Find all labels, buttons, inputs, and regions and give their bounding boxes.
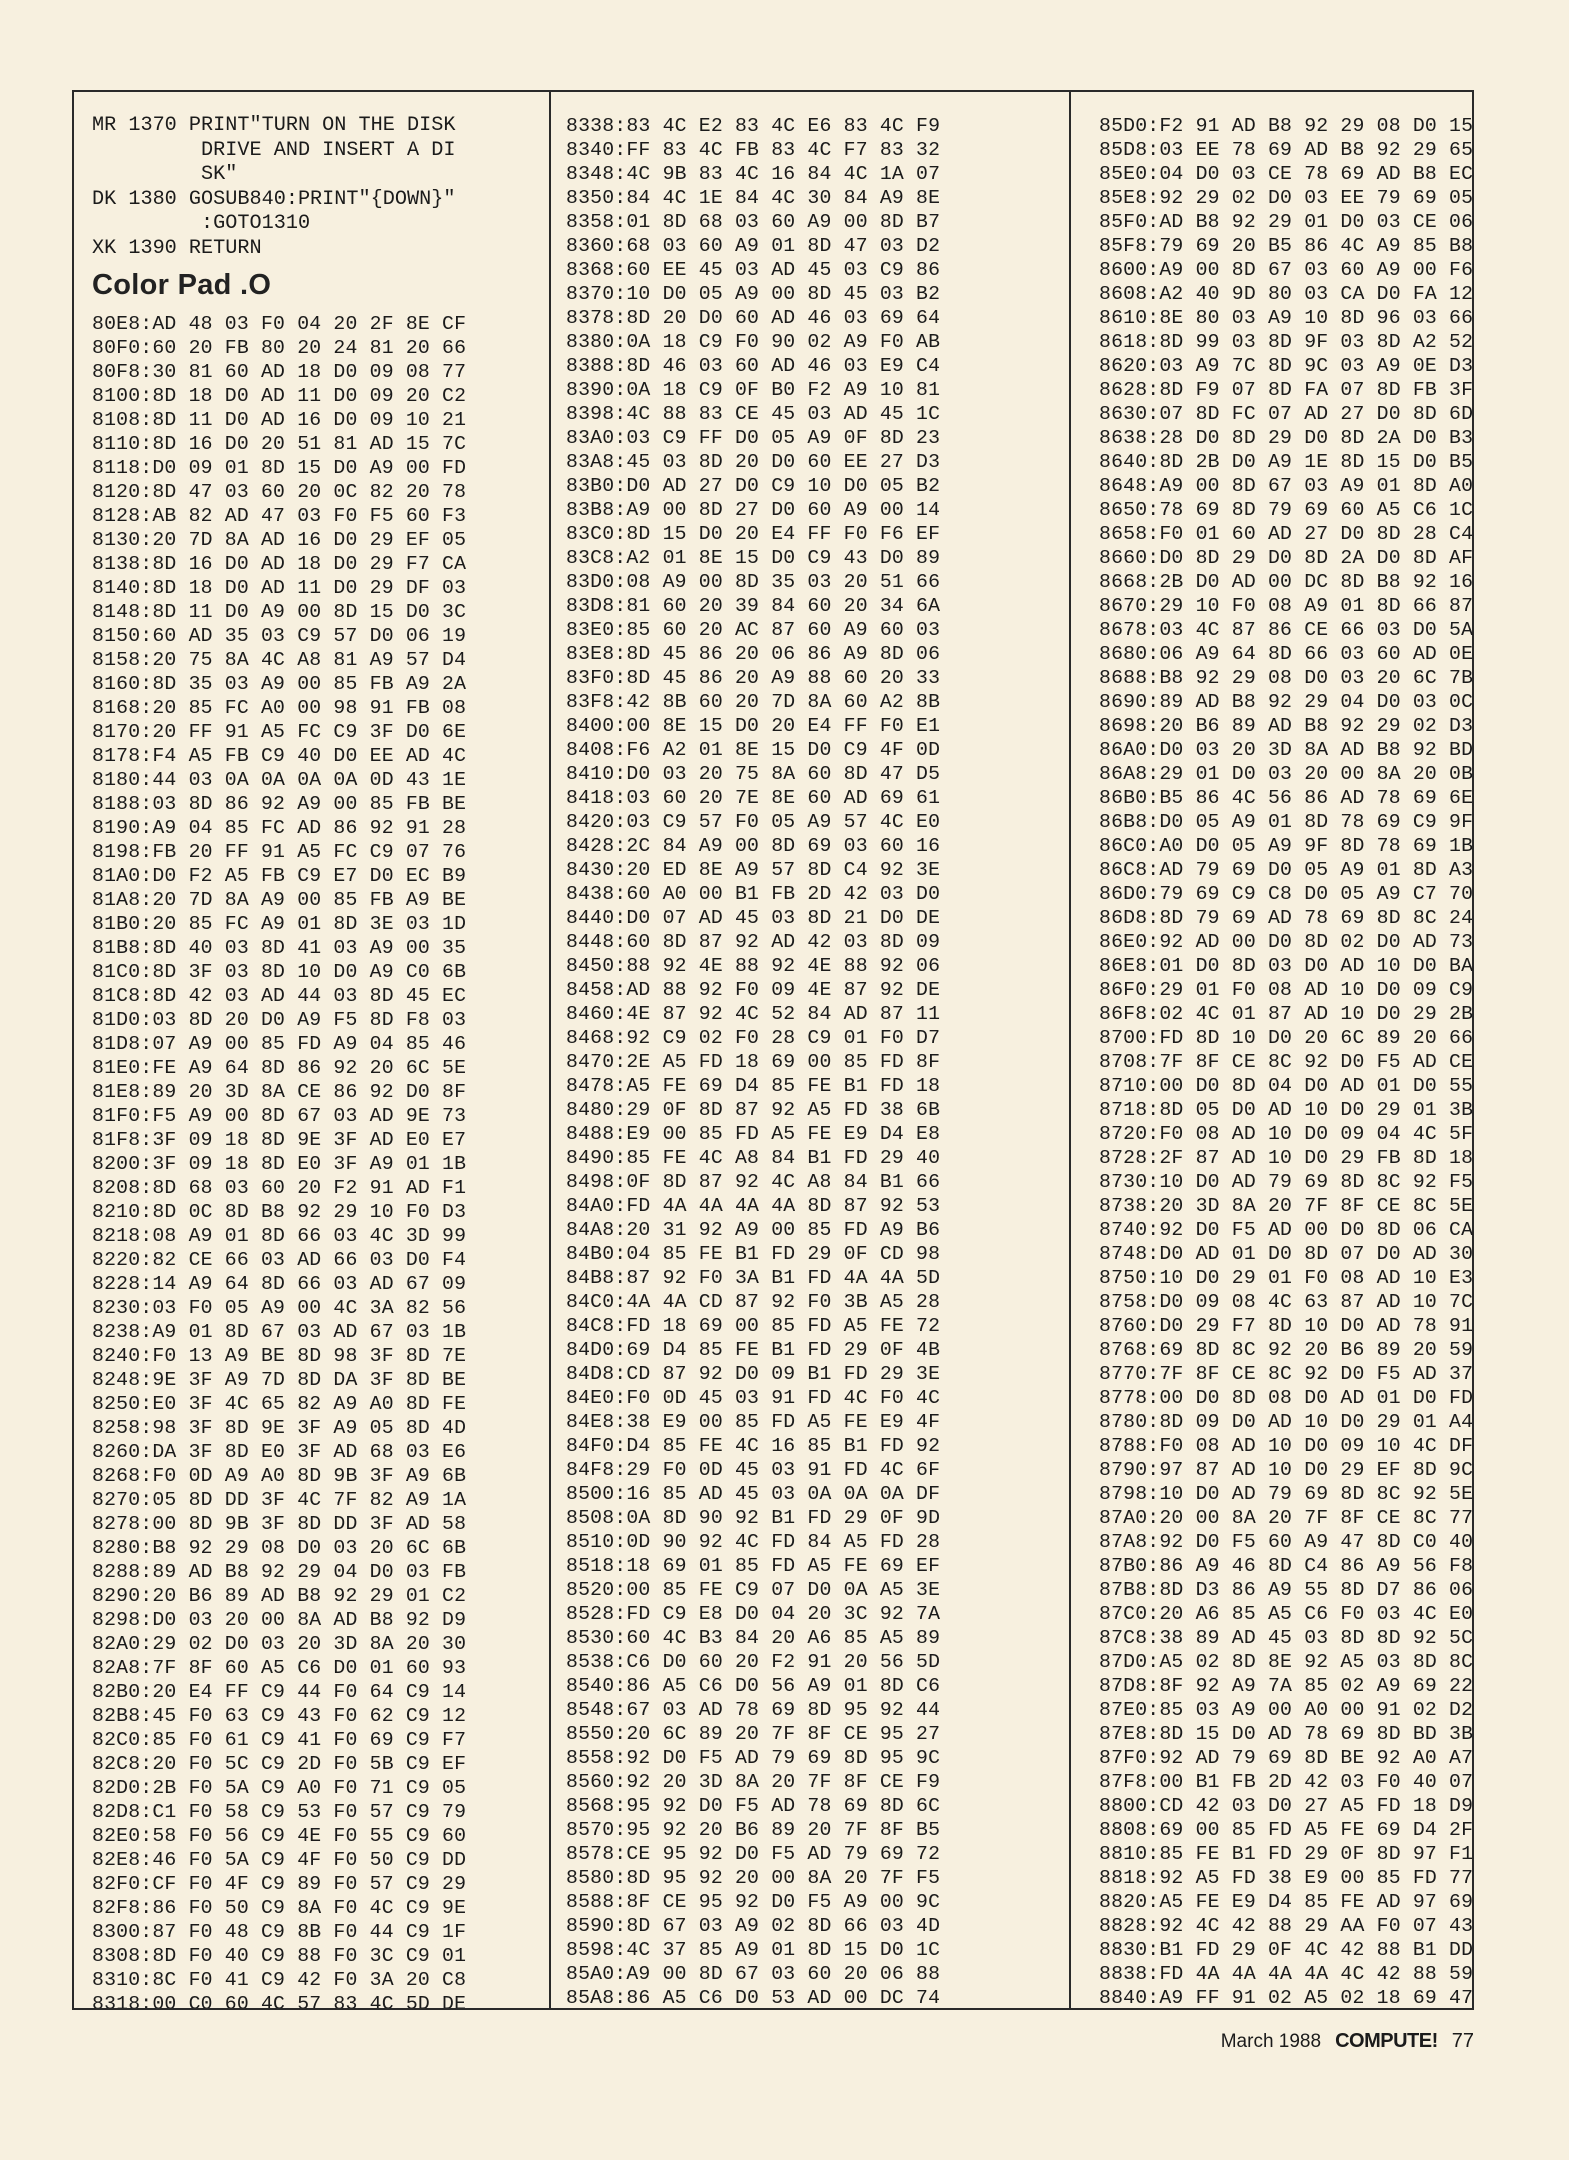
hex-line: 8828:92 4C 42 88 29 AA F0 07 43 <box>1099 1915 1474 1937</box>
basic-line: XK 1390 RETURN <box>92 236 262 260</box>
hex-line: 8540:86 A5 C6 D0 56 A9 01 8D C6 <box>566 1675 941 1697</box>
hex-line: 8788:F0 08 AD 10 D0 09 10 4C DF <box>1099 1435 1474 1457</box>
hex-line: 8130:20 7D 8A AD 16 D0 29 EF 05 <box>92 528 467 551</box>
hex-line: 8348:4C 9B 83 4C 16 84 4C 1A 07 <box>566 163 941 185</box>
page-footer <box>1221 2030 1474 2053</box>
hex-line: 8778:00 D0 8D 08 D0 AD 01 D0 FD <box>1099 1387 1474 1409</box>
hex-line: 87D8:8F 92 A9 7A 85 02 A9 69 22 <box>1099 1675 1474 1697</box>
hex-line: 82B8:45 F0 63 C9 43 F0 62 C9 12 <box>92 1704 467 1727</box>
hex-line: 8260:DA 3F 8D E0 3F AD 68 03 E6 <box>92 1440 467 1463</box>
hex-line: 82E8:46 F0 5A C9 4F F0 50 C9 DD <box>92 1848 467 1871</box>
hex-line: 8630:07 8D FC 07 AD 27 D0 8D 6D <box>1099 403 1474 425</box>
hex-line: 82D0:2B F0 5A C9 A0 F0 71 C9 05 <box>92 1776 467 1799</box>
hex-line: 8700:FD 8D 10 D0 20 6C 89 20 66 <box>1099 1027 1474 1049</box>
hex-line: 8780:8D 09 D0 AD 10 D0 29 01 A4 <box>1099 1411 1474 1433</box>
hex-line: 85E0:04 D0 03 CE 78 69 AD B8 EC <box>1099 163 1474 185</box>
hex-line: 8768:69 8D 8C 92 20 B6 89 20 59 <box>1099 1339 1474 1361</box>
hex-line: 83E0:85 60 20 AC 87 60 A9 60 03 <box>566 619 941 641</box>
hex-line: 8600:A9 00 8D 67 03 60 A9 00 F6 <box>1099 259 1474 281</box>
hex-line: 8488:E9 00 85 FD A5 FE E9 D4 E8 <box>566 1123 941 1145</box>
hex-line: 8800:CD 42 03 D0 27 A5 FD 18 D9 <box>1099 1795 1474 1817</box>
hex-line: 8118:D0 09 01 8D 15 D0 A9 00 FD <box>92 456 467 479</box>
hex-line: 84B8:87 92 F0 3A B1 FD 4A 4A 5D <box>566 1267 941 1289</box>
hex-line: 8428:2C 84 A9 00 8D 69 03 60 16 <box>566 835 941 857</box>
hex-line: 8738:20 3D 8A 20 7F 8F CE 8C 5E <box>1099 1195 1474 1217</box>
hex-line: 8418:03 60 20 7E 8E 60 AD 69 61 <box>566 787 941 809</box>
hex-line: 82F0:CF F0 4F C9 89 F0 57 C9 29 <box>92 1872 467 1895</box>
basic-line: DRIVE AND INSERT A DI <box>92 138 456 162</box>
hex-line: 87E8:8D 15 D0 AD 78 69 8D BD 3B <box>1099 1723 1474 1745</box>
hex-line: 8440:D0 07 AD 45 03 8D 21 D0 DE <box>566 907 941 929</box>
hex-line: 8830:B1 FD 29 0F 4C 42 88 B1 DD <box>1099 1939 1474 1961</box>
hex-line: 82A8:7F 8F 60 A5 C6 D0 01 60 93 <box>92 1656 467 1679</box>
hex-line: 86A8:29 01 D0 03 20 00 8A 20 0B <box>1099 763 1474 785</box>
hex-line: 8708:7F 8F CE 8C 92 D0 F5 AD CE <box>1099 1051 1474 1073</box>
hex-line: 87E0:85 03 A9 00 A0 00 91 02 D2 <box>1099 1699 1474 1721</box>
hex-line: 8258:98 3F 8D 9E 3F A9 05 8D 4D <box>92 1416 467 1439</box>
hex-line: 83C8:A2 01 8E 15 D0 C9 43 D0 89 <box>566 547 941 569</box>
hex-line: 86E0:92 AD 00 D0 8D 02 D0 AD 73 <box>1099 931 1474 953</box>
column-divider <box>549 92 551 2008</box>
hex-line: 8298:D0 03 20 00 8A AD B8 92 D9 <box>92 1608 467 1631</box>
hex-line: 8178:F4 A5 FB C9 40 D0 EE AD 4C <box>92 744 467 767</box>
hex-line: 8358:01 8D 68 03 60 A9 00 8D B7 <box>566 211 941 233</box>
hex-line: 8380:0A 18 C9 F0 90 02 A9 F0 AB <box>566 331 941 353</box>
hex-line: 8498:0F 8D 87 92 4C A8 84 B1 66 <box>566 1171 941 1193</box>
hex-line: 8398:4C 88 83 CE 45 03 AD 45 1C <box>566 403 941 425</box>
hex-line: 8218:08 A9 01 8D 66 03 4C 3D 99 <box>92 1224 467 1247</box>
hex-line: 82E0:58 F0 56 C9 4E F0 55 C9 60 <box>92 1824 467 1847</box>
hex-line: 8750:10 D0 29 01 F0 08 AD 10 E3 <box>1099 1267 1474 1289</box>
hex-line: 8818:92 A5 FD 38 E9 00 85 FD 77 <box>1099 1867 1474 1889</box>
hex-line: 83B0:D0 AD 27 D0 C9 10 D0 05 B2 <box>566 475 941 497</box>
hex-line: 8810:85 FE B1 FD 29 0F 8D 97 F1 <box>1099 1843 1474 1865</box>
hex-line: 8248:9E 3F A9 7D 8D DA 3F 8D BE <box>92 1368 467 1391</box>
hex-line: 84D0:69 D4 85 FE B1 FD 29 0F 4B <box>566 1339 941 1361</box>
hex-line: 87A8:92 D0 F5 60 A9 47 8D C0 40 <box>1099 1531 1474 1553</box>
hex-line: 87D0:A5 02 8D 8E 92 A5 03 8D 8C <box>1099 1651 1474 1673</box>
hex-line: 8520:00 85 FE C9 07 D0 0A A5 3E <box>566 1579 941 1601</box>
hex-line: 83A0:03 C9 FF D0 05 A9 0F 8D 23 <box>566 427 941 449</box>
hex-line: 8280:B8 92 29 08 D0 03 20 6C 6B <box>92 1536 467 1559</box>
hex-line: 8390:0A 18 C9 0F B0 F2 A9 10 81 <box>566 379 941 401</box>
hex-line: 8170:20 FF 91 A5 FC C9 3F D0 6E <box>92 720 467 743</box>
hex-line: 8598:4C 37 85 A9 01 8D 15 D0 1C <box>566 1939 941 1961</box>
hex-line: 80F8:30 81 60 AD 18 D0 09 08 77 <box>92 360 467 383</box>
hex-line: 8690:89 AD B8 92 29 04 D0 03 0C <box>1099 691 1474 713</box>
hex-line: 8770:7F 8F CE 8C 92 D0 F5 AD 37 <box>1099 1363 1474 1385</box>
hex-line: 8460:4E 87 92 4C 52 84 AD 87 11 <box>566 1003 941 1025</box>
hex-line: 85A8:86 A5 C6 D0 53 AD 00 DC 74 <box>566 1987 941 2008</box>
hex-line: 82C8:20 F0 5C C9 2D F0 5B C9 EF <box>92 1752 467 1775</box>
hex-line: 8468:92 C9 02 F0 28 C9 01 F0 D7 <box>566 1027 941 1049</box>
hex-line: 8168:20 85 FC A0 00 98 91 FB 08 <box>92 696 467 719</box>
hex-line: 8110:8D 16 D0 20 51 81 AD 15 7C <box>92 432 467 455</box>
hex-line: 82F8:86 F0 50 C9 8A F0 4C C9 9E <box>92 1896 467 1919</box>
hex-line: 80F0:60 20 FB 80 20 24 81 20 66 <box>92 336 467 359</box>
basic-line: :GOTO1310 <box>92 212 311 236</box>
hex-line: 8368:60 EE 45 03 AD 45 03 C9 86 <box>566 259 941 281</box>
magazine-name: COMPUTE! <box>1335 2030 1438 2052</box>
hex-line: 8678:03 4C 87 86 CE 66 03 D0 5A <box>1099 619 1474 641</box>
hex-line: 8640:8D 2B D0 A9 1E 8D 15 D0 B5 <box>1099 451 1474 473</box>
hex-line: 8650:78 69 8D 79 69 60 A5 C6 1C <box>1099 499 1474 521</box>
hex-line: 84A0:FD 4A 4A 4A 4A 8D 87 92 53 <box>566 1195 941 1217</box>
hex-line: 8578:CE 95 92 D0 F5 AD 79 69 72 <box>566 1843 941 1865</box>
hex-line: 8190:A9 04 85 FC AD 86 92 91 28 <box>92 816 467 839</box>
hex-line: 86F0:29 01 F0 08 AD 10 D0 09 C9 <box>1099 979 1474 1001</box>
hex-line: 85F8:79 69 20 B5 86 4C A9 85 B8 <box>1099 235 1474 257</box>
hex-line: 86F8:02 4C 01 87 AD 10 D0 29 2B <box>1099 1003 1474 1025</box>
hex-line: 81B0:20 85 FC A9 01 8D 3E 03 1D <box>92 912 467 935</box>
hex-line: 87C0:20 A6 85 A5 C6 F0 03 4C E0 <box>1099 1603 1474 1625</box>
hex-line: 8308:8D F0 40 C9 88 F0 3C C9 01 <box>92 1944 467 1967</box>
hex-line: 86B0:B5 86 4C 56 86 AD 78 69 6E <box>1099 787 1474 809</box>
hex-line: 8730:10 D0 AD 79 69 8D 8C 92 F5 <box>1099 1171 1474 1193</box>
hex-line: 86C8:AD 79 69 D0 05 A9 01 8D A3 <box>1099 859 1474 881</box>
hex-line: 8198:FB 20 FF 91 A5 FC C9 07 76 <box>92 840 467 863</box>
hex-line: 86D8:8D 79 69 AD 78 69 8D 8C 24 <box>1099 907 1474 929</box>
hex-line: 8370:10 D0 05 A9 00 8D 45 03 B2 <box>566 283 941 305</box>
hex-line: 8508:0A 8D 90 92 B1 FD 29 0F 9D <box>566 1507 941 1529</box>
hex-line: 8438:60 A0 00 B1 FB 2D 42 03 D0 <box>566 883 941 905</box>
hex-line: 86D0:79 69 C9 C8 D0 05 A9 C7 70 <box>1099 883 1474 905</box>
hex-line: 8408:F6 A2 01 8E 15 D0 C9 4F 0D <box>566 739 941 761</box>
hex-line: 81B8:8D 40 03 8D 41 03 A9 00 35 <box>92 936 467 959</box>
hex-line: 8560:92 20 3D 8A 20 7F 8F CE F9 <box>566 1771 941 1793</box>
section-heading: Color Pad .O <box>92 268 272 301</box>
hex-line: 8720:F0 08 AD 10 D0 09 04 4C 5F <box>1099 1123 1474 1145</box>
hex-line: 87B8:8D D3 86 A9 55 8D D7 86 06 <box>1099 1579 1474 1601</box>
hex-line: 8670:29 10 F0 08 A9 01 8D 66 87 <box>1099 595 1474 617</box>
hex-line: 83C0:8D 15 D0 20 E4 FF F0 F6 EF <box>566 523 941 545</box>
hex-line: 80E8:AD 48 03 F0 04 20 2F 8E CF <box>92 312 467 335</box>
hex-line: 8278:00 8D 9B 3F 8D DD 3F AD 58 <box>92 1512 467 1535</box>
hex-line: 87F8:00 B1 FB 2D 42 03 F0 40 07 <box>1099 1771 1474 1793</box>
hex-line: 8188:03 8D 86 92 A9 00 85 FB BE <box>92 792 467 815</box>
hex-line: 8838:FD 4A 4A 4A 4A 4C 42 88 59 <box>1099 1963 1474 1985</box>
hex-line: 8538:C6 D0 60 20 F2 91 20 56 5D <box>566 1651 941 1673</box>
hex-line: 84B0:04 85 FE B1 FD 29 0F CD 98 <box>566 1243 941 1265</box>
hex-line: 8758:D0 09 08 4C 63 87 AD 10 7C <box>1099 1291 1474 1313</box>
hex-line: 81E8:89 20 3D 8A CE 86 92 D0 8F <box>92 1080 467 1103</box>
hex-line: 85D0:F2 91 AD B8 92 29 08 D0 15 <box>1099 115 1474 137</box>
listing-column-3 <box>1074 92 1474 2008</box>
column-divider <box>1069 92 1071 2008</box>
basic-line: DK 1380 GOSUB840:PRINT"{DOWN}" <box>92 187 456 211</box>
hex-line: 8478:A5 FE 69 D4 85 FE B1 FD 18 <box>566 1075 941 1097</box>
hex-line: 8160:8D 35 03 A9 00 85 FB A9 2A <box>92 672 467 695</box>
hex-line: 8568:95 92 D0 F5 AD 78 69 8D 6C <box>566 1795 941 1817</box>
hex-line: 81C0:8D 3F 03 8D 10 D0 A9 C0 6B <box>92 960 467 983</box>
hex-line: 85A0:A9 00 8D 67 03 60 20 06 88 <box>566 1963 941 1985</box>
hex-line: 8550:20 6C 89 20 7F 8F CE 95 27 <box>566 1723 941 1745</box>
hex-line: 8138:8D 16 D0 AD 18 D0 29 F7 CA <box>92 552 467 575</box>
hex-line: 81F8:3F 09 18 8D 9E 3F AD E0 E7 <box>92 1128 467 1151</box>
hex-line: 84D8:CD 87 92 D0 09 B1 FD 29 3E <box>566 1363 941 1385</box>
basic-line: MR 1370 PRINT"TURN ON THE DISK <box>92 114 456 137</box>
hex-column-2 <box>566 114 1064 2008</box>
hex-line: 8220:82 CE 66 03 AD 66 03 D0 F4 <box>92 1248 467 1271</box>
hex-line: 8340:FF 83 4C FB 83 4C F7 83 32 <box>566 139 941 161</box>
hex-line: 8570:95 92 20 B6 89 20 7F 8F B5 <box>566 1819 941 1841</box>
hex-line: 87B0:86 A9 46 8D C4 86 A9 56 F8 <box>1099 1555 1474 1577</box>
hex-line: 8558:92 D0 F5 AD 79 69 8D 95 9C <box>566 1747 941 1769</box>
hex-line: 8200:3F 09 18 8D E0 3F A9 01 1B <box>92 1152 467 1175</box>
basic-line: SK" <box>92 163 238 187</box>
hex-line: 8378:8D 20 D0 60 AD 46 03 69 64 <box>566 307 941 329</box>
hex-line: 83F0:8D 45 86 20 A9 88 60 20 33 <box>566 667 941 689</box>
hex-line: 8470:2E A5 FD 18 69 00 85 FD 8F <box>566 1051 941 1073</box>
hex-line: 84C8:FD 18 69 00 85 FD A5 FE 72 <box>566 1315 941 1337</box>
hex-line: 81C8:8D 42 03 AD 44 03 8D 45 EC <box>92 984 467 1007</box>
hex-line: 8588:8F CE 95 92 D0 F5 A9 00 9C <box>566 1891 941 1913</box>
hex-line: 8420:03 C9 57 F0 05 A9 57 4C E0 <box>566 811 941 833</box>
issue-date: March 1988 <box>1220 2031 1322 2052</box>
hex-line: 8410:D0 03 20 75 8A 60 8D 47 D5 <box>566 763 941 785</box>
hex-line: 8820:A5 FE E9 D4 85 FE AD 97 69 <box>1099 1891 1474 1913</box>
hex-line: 8270:05 8D DD 3F 4C 7F 82 A9 1A <box>92 1488 467 1511</box>
hex-line: 8608:A2 40 9D 80 03 CA D0 FA 12 <box>1099 283 1474 305</box>
hex-line: 8790:97 87 AD 10 D0 29 EF 8D 9C <box>1099 1459 1474 1481</box>
hex-line: 8698:20 B6 89 AD B8 92 29 02 D3 <box>1099 715 1474 737</box>
hex-line: 84F0:D4 85 FE 4C 16 85 B1 FD 92 <box>566 1435 941 1457</box>
hex-line: 87F0:92 AD 79 69 8D BE 92 A0 A7 <box>1099 1747 1474 1769</box>
hex-line: 8430:20 ED 8E A9 57 8D C4 92 3E <box>566 859 941 881</box>
hex-line: 8658:F0 01 60 AD 27 D0 8D 28 C4 <box>1099 523 1474 545</box>
hex-line: 8210:8D 0C 8D B8 92 29 10 F0 D3 <box>92 1200 467 1223</box>
hex-line: 8628:8D F9 07 8D FA 07 8D FB 3F <box>1099 379 1474 401</box>
hex-line: 86C0:A0 D0 05 A9 9F 8D 78 69 1B <box>1099 835 1474 857</box>
page-number: 77 <box>1451 2030 1474 2052</box>
hex-line: 81E0:FE A9 64 8D 86 92 20 6C 5E <box>92 1056 467 1079</box>
hex-line: 8660:D0 8D 29 D0 8D 2A D0 8D AF <box>1099 547 1474 569</box>
hex-line: 8610:8E 80 03 A9 10 8D 96 03 66 <box>1099 307 1474 329</box>
hex-line: 81D8:07 A9 00 85 FD A9 04 85 46 <box>92 1032 467 1055</box>
hex-line: 8580:8D 95 92 20 00 8A 20 7F F5 <box>566 1867 941 1889</box>
hex-line: 8360:68 03 60 A9 01 8D 47 03 D2 <box>566 235 941 257</box>
hex-line: 8228:14 A9 64 8D 66 03 AD 67 09 <box>92 1272 467 1295</box>
hex-line: 83D0:08 A9 00 8D 35 03 20 51 66 <box>566 571 941 593</box>
hex-line: 82A0:29 02 D0 03 20 3D 8A 20 30 <box>92 1632 467 1655</box>
hex-line: 8530:60 4C B3 84 20 A6 85 A5 89 <box>566 1627 941 1649</box>
hex-line: 8150:60 AD 35 03 C9 57 D0 06 19 <box>92 624 467 647</box>
hex-line: 8288:89 AD B8 92 29 04 D0 03 FB <box>92 1560 467 1583</box>
hex-line: 8300:87 F0 48 C9 8B F0 44 C9 1F <box>92 1920 467 1943</box>
listing-column-2 <box>554 92 1064 2008</box>
hex-column-3 <box>1099 114 1474 2008</box>
hex-line: 8148:8D 11 D0 A9 00 8D 15 D0 3C <box>92 600 467 623</box>
hex-line: 86A0:D0 03 20 3D 8A AD B8 92 BD <box>1099 739 1474 761</box>
hex-line: 8518:18 69 01 85 FD A5 FE 69 EF <box>566 1555 941 1577</box>
hex-line: 8618:8D 99 03 8D 9F 03 8D A2 52 <box>1099 331 1474 353</box>
hex-line: 8680:06 A9 64 8D 66 03 60 AD 0E <box>1099 643 1474 665</box>
hex-line: 84C0:4A 4A CD 87 92 F0 3B A5 28 <box>566 1291 941 1313</box>
hex-line: 84F8:29 F0 0D 45 03 91 FD 4C 6F <box>566 1459 941 1481</box>
hex-line: 8748:D0 AD 01 D0 8D 07 D0 AD 30 <box>1099 1243 1474 1265</box>
hex-line: 82B0:20 E4 FF C9 44 F0 64 C9 14 <box>92 1680 467 1703</box>
hex-line: 8760:D0 29 F7 8D 10 D0 AD 78 91 <box>1099 1315 1474 1337</box>
hex-line: 8128:AB 82 AD 47 03 F0 F5 60 F3 <box>92 504 467 527</box>
hex-line: 81D0:03 8D 20 D0 A9 F5 8D F8 03 <box>92 1008 467 1031</box>
hex-line: 8318:00 C0 60 4C 57 83 4C 5D DE <box>92 1992 467 2008</box>
hex-line: 8180:44 03 0A 0A 0A 0A 0D 43 1E <box>92 768 467 791</box>
hex-line: 81A8:20 7D 8A A9 00 85 FB A9 BE <box>92 888 467 911</box>
hex-line: 8528:FD C9 E8 D0 04 20 3C 92 7A <box>566 1603 941 1625</box>
hex-line: 84E0:F0 0D 45 03 91 FD 4C F0 4C <box>566 1387 941 1409</box>
listing-frame <box>72 90 1474 2010</box>
hex-line: 83D8:81 60 20 39 84 60 20 34 6A <box>566 595 941 617</box>
hex-line: 8250:E0 3F 4C 65 82 A9 A0 8D FE <box>92 1392 467 1415</box>
hex-line: 8268:F0 0D A9 A0 8D 9B 3F A9 6B <box>92 1464 467 1487</box>
hex-line: 8208:8D 68 03 60 20 F2 91 AD F1 <box>92 1176 467 1199</box>
hex-line: 86E8:01 D0 8D 03 D0 AD 10 D0 BA <box>1099 955 1474 977</box>
hex-line: 8350:84 4C 1E 84 4C 30 84 A9 8E <box>566 187 941 209</box>
hex-line: 83B8:A9 00 8D 27 D0 60 A9 00 14 <box>566 499 941 521</box>
hex-line: 8448:60 8D 87 92 AD 42 03 8D 09 <box>566 931 941 953</box>
hex-line: 8458:AD 88 92 F0 09 4E 87 92 DE <box>566 979 941 1001</box>
hex-line: 8338:83 4C E2 83 4C E6 83 4C F9 <box>566 115 941 137</box>
hex-line: 84E8:38 E9 00 85 FD A5 FE E9 4F <box>566 1411 941 1433</box>
hex-line: 8158:20 75 8A 4C A8 81 A9 57 D4 <box>92 648 467 671</box>
hex-line: 8230:03 F0 05 A9 00 4C 3A 82 56 <box>92 1296 467 1319</box>
hex-line: 8590:8D 67 03 A9 02 8D 66 03 4D <box>566 1915 941 1937</box>
hex-line: 82C0:85 F0 61 C9 41 F0 69 C9 F7 <box>92 1728 467 1751</box>
hex-line: 83F8:42 8B 60 20 7D 8A 60 A2 8B <box>566 691 941 713</box>
hex-line: 8238:A9 01 8D 67 03 AD 67 03 1B <box>92 1320 467 1343</box>
hex-line: 8798:10 D0 AD 79 69 8D 8C 92 5E <box>1099 1483 1474 1505</box>
hex-line: 8808:69 00 85 FD A5 FE 69 D4 2F <box>1099 1819 1474 1841</box>
hex-line: 8710:00 D0 8D 04 D0 AD 01 D0 55 <box>1099 1075 1474 1097</box>
hex-line: 8120:8D 47 03 60 20 0C 82 20 78 <box>92 480 467 503</box>
hex-line: 81F0:F5 A9 00 8D 67 03 AD 9E 73 <box>92 1104 467 1127</box>
hex-line: 8638:28 D0 8D 29 D0 8D 2A D0 B3 <box>1099 427 1474 449</box>
hex-line: 8840:A9 FF 91 02 A5 02 18 69 47 <box>1099 1987 1474 2008</box>
hex-line: 8740:92 D0 F5 AD 00 D0 8D 06 CA <box>1099 1219 1474 1241</box>
hex-line: 8490:85 FE 4C A8 84 B1 FD 29 40 <box>566 1147 941 1169</box>
hex-line: 8400:00 8E 15 D0 20 E4 FF F0 E1 <box>566 715 941 737</box>
hex-line: 8388:8D 46 03 60 AD 46 03 E9 C4 <box>566 355 941 377</box>
hex-line: 82D8:C1 F0 58 C9 53 F0 57 C9 79 <box>92 1800 467 1823</box>
hex-line: 8620:03 A9 7C 8D 9C 03 A9 0E D3 <box>1099 355 1474 377</box>
hex-line: 86B8:D0 05 A9 01 8D 78 69 C9 9F <box>1099 811 1474 833</box>
hex-line: 8140:8D 18 D0 AD 11 D0 29 DF 03 <box>92 576 467 599</box>
hex-line: 8290:20 B6 89 AD B8 92 29 01 C2 <box>92 1584 467 1607</box>
hex-column-1 <box>92 312 544 2008</box>
hex-line: 8108:8D 11 D0 AD 16 D0 09 10 21 <box>92 408 467 431</box>
hex-line: 8240:F0 13 A9 BE 8D 98 3F 8D 7E <box>92 1344 467 1367</box>
hex-line: 8100:8D 18 D0 AD 11 D0 09 20 C2 <box>92 384 467 407</box>
hex-line: 8548:67 03 AD 78 69 8D 95 92 44 <box>566 1699 941 1721</box>
hex-line: 87A0:20 00 8A 20 7F 8F CE 8C 77 <box>1099 1507 1474 1529</box>
hex-line: 8510:0D 90 92 4C FD 84 A5 FD 28 <box>566 1531 941 1553</box>
hex-line: 8718:8D 05 D0 AD 10 D0 29 01 3B <box>1099 1099 1474 1121</box>
hex-line: 8728:2F 87 AD 10 D0 29 FB 8D 18 <box>1099 1147 1474 1169</box>
hex-line: 8668:2B D0 AD 00 DC 8D B8 92 16 <box>1099 571 1474 593</box>
hex-line: 85F0:AD B8 92 29 01 D0 03 CE 06 <box>1099 211 1474 233</box>
basic-listing <box>92 114 544 262</box>
hex-line: 81A0:D0 F2 A5 FB C9 E7 D0 EC B9 <box>92 864 467 887</box>
hex-line: 8500:16 85 AD 45 03 0A 0A 0A DF <box>566 1483 941 1505</box>
hex-line: 87C8:38 89 AD 45 03 8D 8D 92 5C <box>1099 1627 1474 1649</box>
hex-line: 8688:B8 92 29 08 D0 03 20 6C 7B <box>1099 667 1474 689</box>
hex-line: 85E8:92 29 02 D0 03 EE 79 69 05 <box>1099 187 1474 209</box>
hex-line: 83E8:8D 45 86 20 06 86 A9 8D 06 <box>566 643 941 665</box>
hex-line: 85D8:03 EE 78 69 AD B8 92 29 65 <box>1099 139 1474 161</box>
hex-line: 8310:8C F0 41 C9 42 F0 3A 20 C8 <box>92 1968 467 1991</box>
listing-column-1 <box>74 92 544 2008</box>
hex-line: 83A8:45 03 8D 20 D0 60 EE 27 D3 <box>566 451 941 473</box>
hex-line: 84A8:20 31 92 A9 00 85 FD A9 B6 <box>566 1219 941 1241</box>
hex-line: 8450:88 92 4E 88 92 4E 88 92 06 <box>566 955 941 977</box>
hex-line: 8648:A9 00 8D 67 03 A9 01 8D A0 <box>1099 475 1474 497</box>
hex-line: 8480:29 0F 8D 87 92 A5 FD 38 6B <box>566 1099 941 1121</box>
